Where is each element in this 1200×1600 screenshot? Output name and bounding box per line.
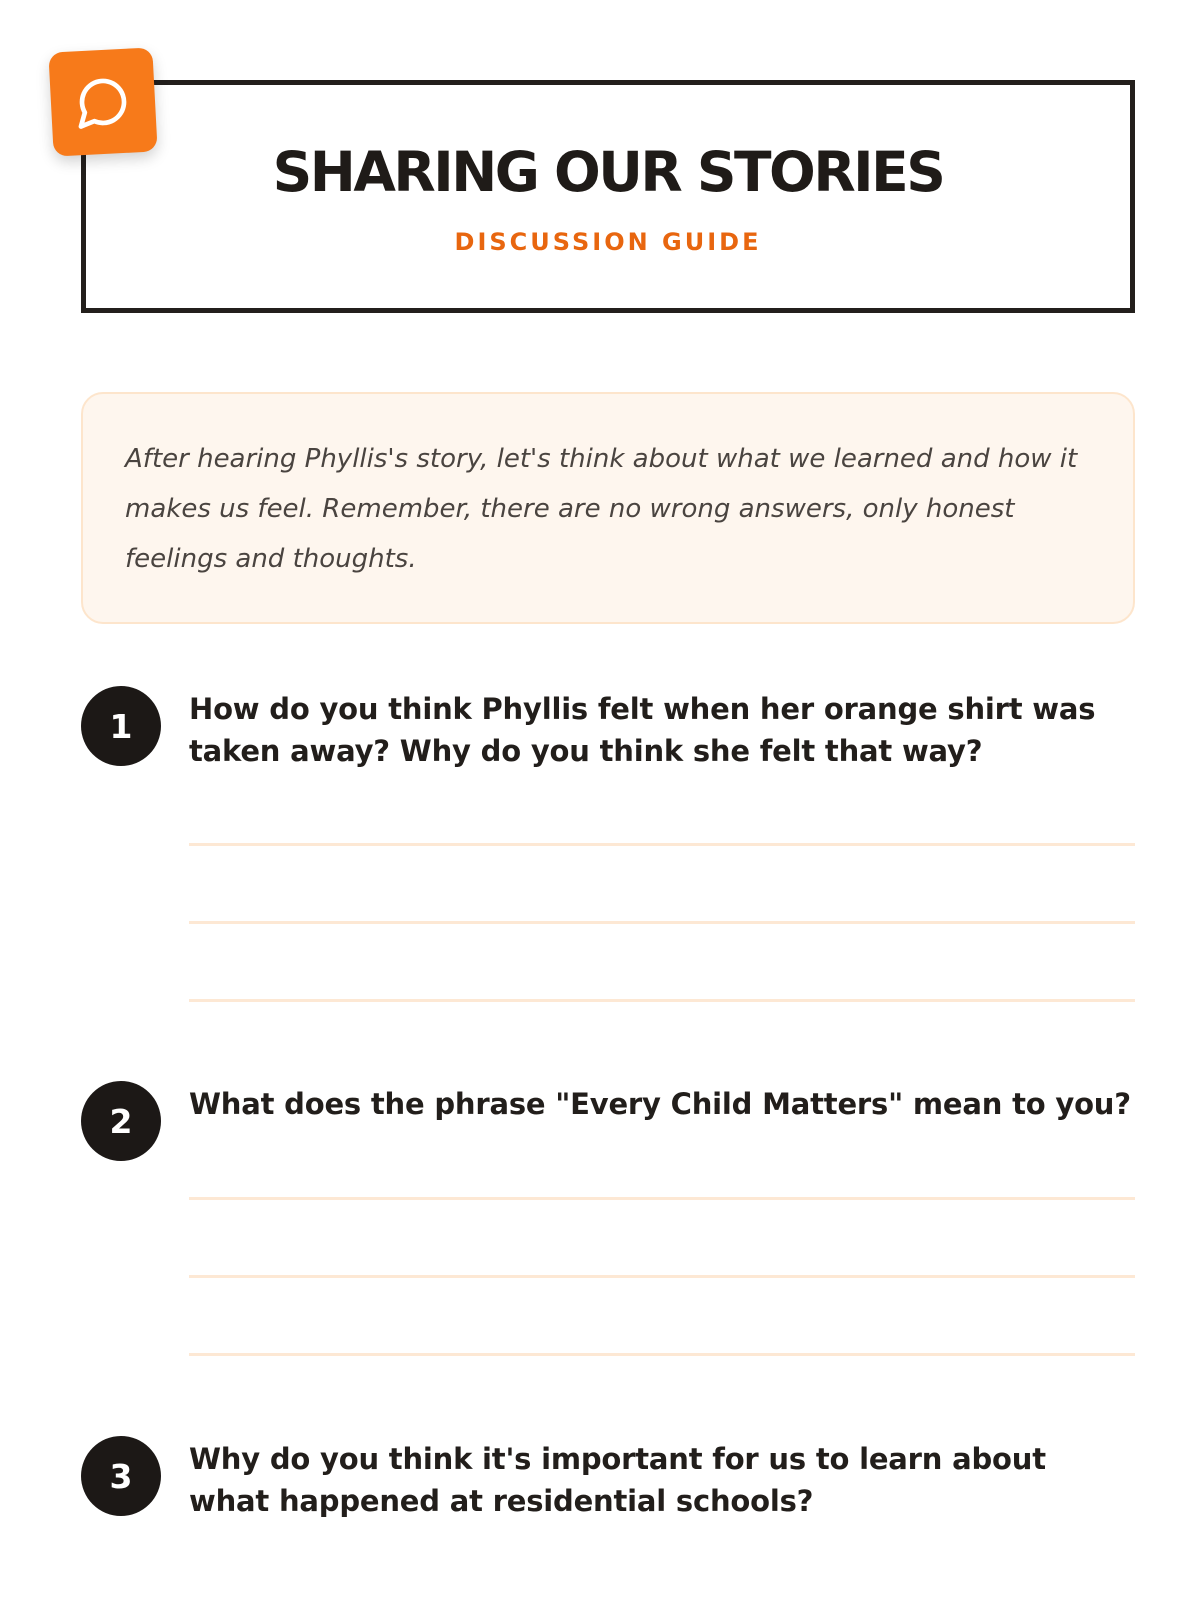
answer-line[interactable] <box>189 1353 1135 1356</box>
intro-text: After hearing Phyllis's story, let's think about what we learned and how it makes us feel. Remember, there are no wrong answers, only honest feelings and thoughts. <box>125 444 1078 574</box>
question-text: Why do you think it's important for us to learn about what happened at residential schools? <box>189 1442 1046 1518</box>
question-text: How do you think Phyllis felt when her orange shirt was taken away? Why do you think she felt that way? <box>189 692 1096 768</box>
worksheet-page <box>81 80 1135 1518</box>
page-title: SHARING OUR STORIES <box>272 140 944 204</box>
answer-line[interactable] <box>189 843 1135 846</box>
question-number: 1 <box>81 686 161 766</box>
speech-bubble-badge <box>48 47 157 156</box>
question-number: 2 <box>81 1081 161 1161</box>
answer-line[interactable] <box>189 1275 1135 1278</box>
answer-line[interactable] <box>189 921 1135 924</box>
header-box <box>81 80 1135 313</box>
speech-bubble-icon <box>74 73 133 132</box>
intro-panel <box>81 392 1135 624</box>
question-text: What does the phrase "Every Child Matters" mean to you? <box>189 1087 1131 1121</box>
answer-line[interactable] <box>189 1197 1135 1200</box>
answer-line[interactable] <box>189 999 1135 1002</box>
question-number: 3 <box>81 1436 161 1516</box>
page-subtitle: DISCUSSION GUIDE <box>454 228 762 256</box>
